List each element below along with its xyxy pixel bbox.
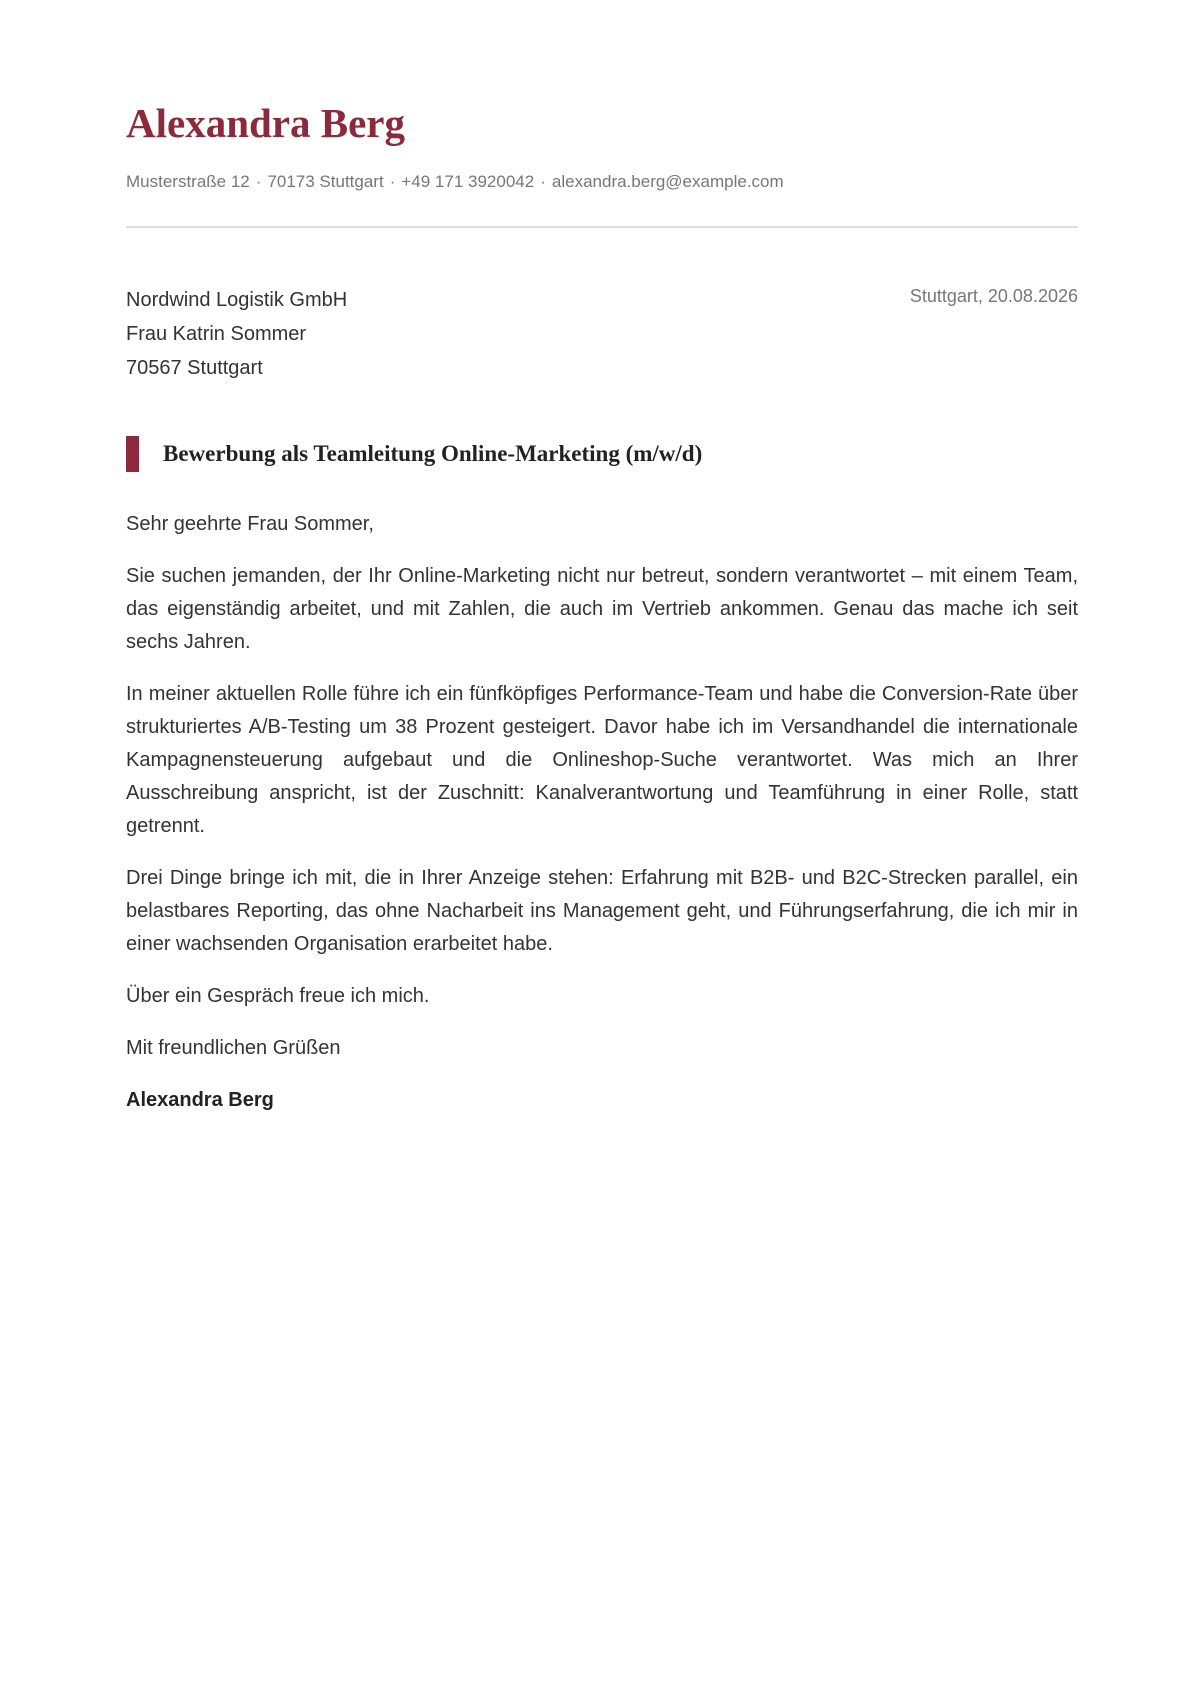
recipient-company: Nordwind Logistik GmbH [126, 289, 348, 311]
salutation: Sehr geehrte Frau Sommer, [126, 513, 374, 535]
contact-separator: · [255, 172, 262, 191]
body-paragraph: Drei Dinge bringe ich mit, die in Ihrer Anzeige stehen: Erfahrung mit B2B- und B2C-Strecken parallel, ein belastbares Reporting, das ohne Nacharbeit ins Management geht, und Führungserfahrung, die ich mir in einer wachsenden Organisation erarbeitet habe. [126, 867, 1078, 955]
contact-phone: +49 171 3920042 [401, 172, 535, 191]
header-divider [126, 226, 1078, 228]
contact-city: 70173 Stuttgart [267, 172, 384, 191]
subject-line [126, 436, 1078, 472]
letter-date: Stuttgart, 20.08.2026 [909, 286, 1078, 306]
contact-address: Musterstraße 12 [126, 172, 250, 191]
recipient-person: Frau Katrin Sommer [126, 323, 307, 345]
contact-separator: · [540, 172, 546, 191]
signature: Alexandra Berg [126, 1089, 274, 1111]
body-paragraph: Über ein Gespräch freue ich mich. [126, 985, 430, 1007]
body-paragraph: In meiner aktuellen Rolle führe ich ein fünfköpfiges Performance-Team und habe die Conversion-Rate über strukturiertes A/B-Testing um 38 Prozent gesteigert. Davor habe ich im Versandhandel die internationale Kampagnensteuerung aufgebaut und die Onlineshop-Suche verantwortet. Was mich an Ihrer Ausschreibung anspricht, ist der Zuschnitt: Kanalverantwortung und Teamführung in einer Rolle, statt getrennt. [126, 683, 1078, 837]
contact-separator: · [389, 172, 396, 191]
recipient-city: 70567 Stuttgart [126, 357, 263, 379]
contact-email: alexandra.berg@example.com [551, 172, 784, 191]
contact-line [126, 171, 784, 193]
subject-accent-bar [126, 436, 139, 472]
subject-text: Bewerbung als Teamleitung Online-Marketing (m/w/d) [163, 441, 703, 466]
sender-name: Alexandra Berg [126, 100, 405, 146]
closing: Mit freundlichen Grüßen [126, 1037, 341, 1059]
letter-body [126, 508, 1078, 1136]
recipient-address [126, 283, 347, 385]
body-paragraph: Sie suchen jemanden, der Ihr Online-Marketing nicht nur betreut, sondern verantwortet – mit einem Team, das eigenständig arbeitet, und mit Zahlen, die auch im Vertrieb ankommen. Genau das mache ich seit sechs Jahren. [126, 565, 1078, 653]
